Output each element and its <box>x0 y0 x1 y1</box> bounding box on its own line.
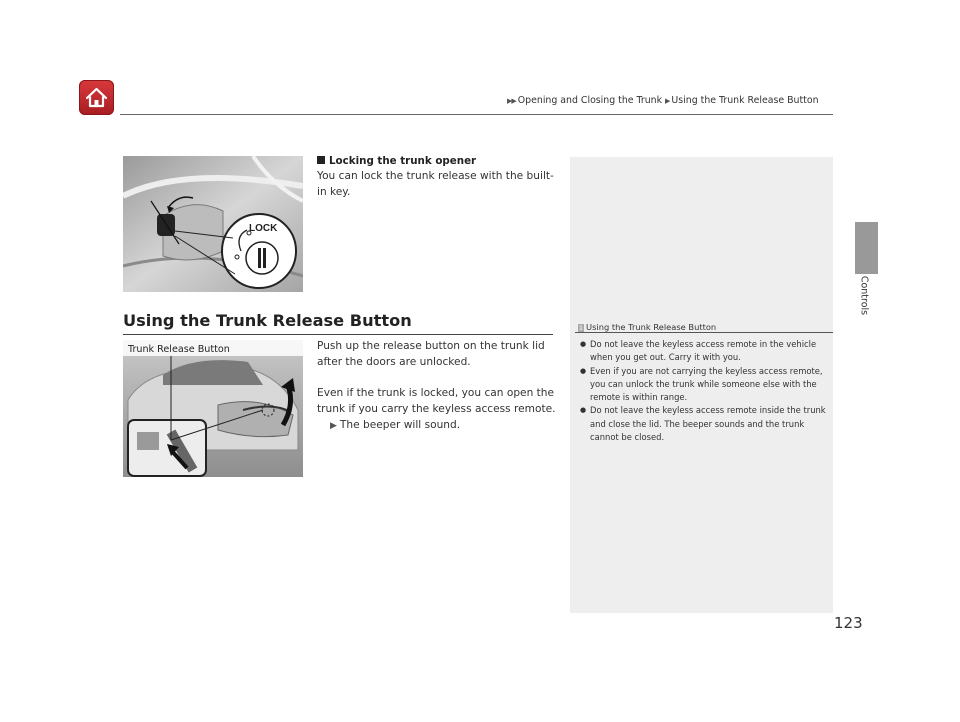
breadcrumb-item-opening-closing[interactable]: Opening and Closing the Trunk <box>517 95 663 106</box>
sidebar-note-title <box>578 322 716 332</box>
lock-figure-label: LOCK <box>249 223 278 234</box>
subsection-heading <box>317 155 476 167</box>
sidebar-note-divider <box>575 332 833 333</box>
trunk-illustration <box>123 340 303 477</box>
note-line <box>317 418 562 435</box>
paragraph-locked-trunk: Even if the trunk is locked, you can open the trunk if you carry the keyless access remote. <box>317 387 556 416</box>
triangle-icon: ▶ <box>665 97 670 105</box>
home-button[interactable] <box>79 80 114 115</box>
header-divider <box>120 114 833 115</box>
page-number: 123 <box>834 614 863 632</box>
section-body <box>317 339 562 435</box>
arrow-right-icon: ▶ <box>330 420 337 431</box>
note-number-badge: 1 <box>578 324 584 332</box>
lock-illustration <box>123 156 303 292</box>
sidebar-note-title-text: Using the Trunk Release Button <box>586 322 717 332</box>
paragraph-push-release: Push up the release button on the trunk lid after the doors are unlocked. <box>317 340 545 368</box>
sidebar-note-list <box>580 338 828 444</box>
breadcrumb-item-trunk-release[interactable]: Using the Trunk Release Button <box>671 95 819 106</box>
list-item: ● Even if you are not carrying the keyless access remote, you can unlock the trunk while someone else with the remote is within range. <box>580 365 828 405</box>
section-divider <box>123 334 553 335</box>
square-bullet-icon <box>317 156 325 164</box>
triangle-icon: ▶▶ <box>507 97 516 105</box>
beeper-note: The beeper will sound. <box>339 418 461 431</box>
trunk-figure-label: Trunk Release Button <box>128 344 230 355</box>
list-item: ● Do not leave the keyless access remote in the vehicle when you get out. Carry it with you. <box>580 338 828 365</box>
section-title: Using the Trunk Release Button <box>123 311 412 330</box>
home-icon <box>84 85 109 110</box>
subsection-heading-text: Locking the trunk opener <box>329 155 477 167</box>
breadcrumb <box>507 95 819 106</box>
list-item: ● Do not leave the keyless access remote inside the trunk and close the lid. The beeper sounds and the trunk cannot be closed. <box>580 404 828 444</box>
lock-description: You can lock the trunk release with the built-in key. <box>317 170 554 198</box>
section-tab-label: Controls <box>858 275 870 316</box>
